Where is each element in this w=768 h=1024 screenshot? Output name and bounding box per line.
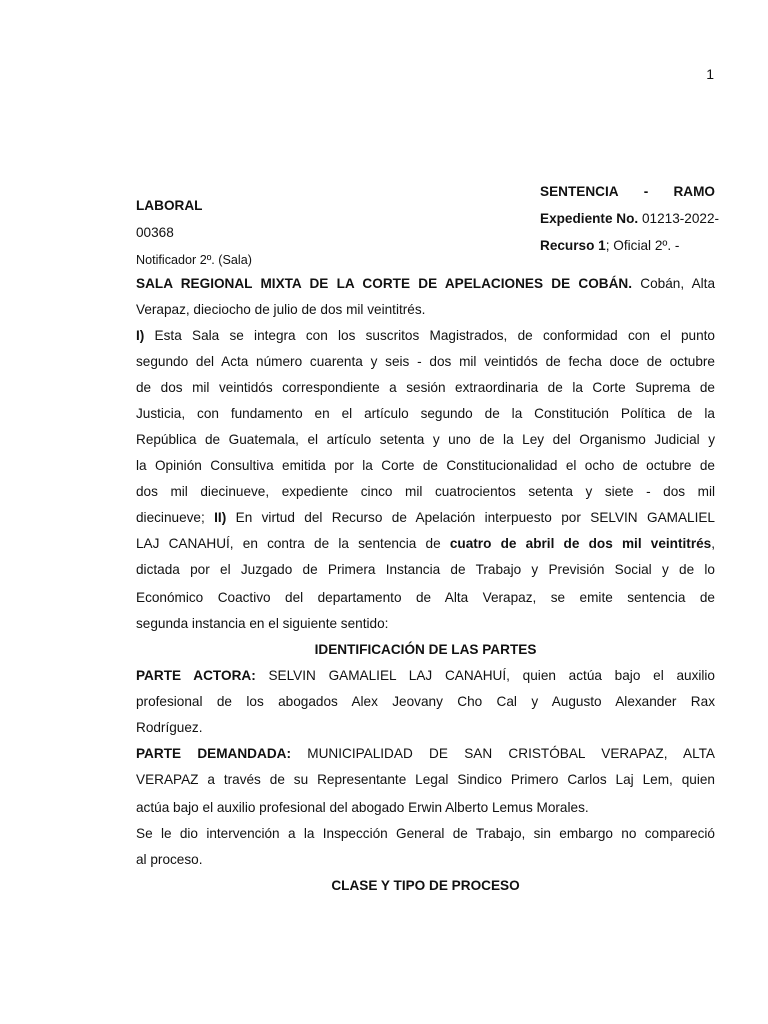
demandada-line-1: MUNICIPALIDAD DE SAN CRISTÓBAL VERAPAZ, ALTA — [290, 746, 715, 761]
body-line-11 — [136, 536, 715, 552]
header-expediente-suffix: 00368 — [136, 225, 174, 240]
p2-line-9a: LAJ CANAHUÍ, en contra de la sentencia de — [136, 536, 450, 551]
body-line-1 — [136, 276, 715, 292]
header-notificador: Notificador 2º. (Sala) — [136, 253, 252, 267]
body-line-8: la Opinión Consultiva emitida por la Corte de Constitucionalidad el ocho de octubre de — [136, 458, 715, 473]
p2-line-9b: , — [711, 536, 716, 551]
body-line-actora-2: profesional de los abogados Alex Jeovany Cho Cal y Augusto Alexander Rax — [136, 694, 715, 709]
body-line-inspeccion-2: al proceso. — [136, 852, 203, 867]
recurso-label: Recurso 1 — [540, 238, 606, 253]
p2-line-1: Esta Sala se integra con los suscritos Magistrados, de conformidad con el punto — [144, 328, 715, 343]
court-name: SALA REGIONAL MIXTA DE LA CORTE DE APELACIONES DE COBÁN. — [136, 276, 633, 291]
body-line-6: Justicia, con fundamento en el artículo segundo de la Constitución Política de la — [136, 406, 715, 421]
body-line-demandada-1 — [136, 746, 715, 762]
roman-two: II) — [214, 510, 227, 525]
page-number: 1 — [706, 66, 714, 82]
body-line-14: segunda instancia en el siguiente sentido: — [136, 616, 389, 631]
body-line-actora-3: Rodríguez. — [136, 720, 203, 735]
header-ramo: RAMO — [673, 184, 715, 199]
body-line-13: Económico Coactivo del departamento de Alta Verapaz, se emite sentencia de — [136, 590, 715, 605]
heading-identificacion: IDENTIFICACIÓN DE LAS PARTES — [314, 642, 537, 657]
header-dash: - — [643, 184, 649, 199]
body-line-5: de dos mil veintidós correspondiente a sesión extraordinaria de la Corte Suprema de — [136, 380, 715, 395]
body-line-3 — [136, 328, 715, 344]
body-line-4: segundo del Acta número cuarenta y seis - dos mil veintidós de fecha doce de octubre — [136, 354, 715, 369]
body-line-demandada-3: actúa bajo el auxilio profesional del abogado Erwin Alberto Lemus Morales. — [136, 800, 589, 815]
body-line-inspeccion-1: Se le dio intervención a la Inspección General de Trabajo, sin embargo no compareció — [136, 826, 715, 841]
p2-line-8b: En virtud del Recurso de Apelación interpuesto por SELVIN GAMALIEL — [226, 510, 715, 525]
expediente-value: 01213-2022- — [638, 211, 720, 226]
recurso-value: ; Oficial 2º. - — [605, 238, 680, 253]
body-line-demandada-2: VERAPAZ a través de su Representante Legal Sindico Primero Carlos Laj Lem, quien — [136, 772, 715, 787]
body-line-12: dictada por el Juzgado de Primera Instancia de Trabajo y Previsión Social y de lo — [136, 562, 715, 577]
sentence-date: cuatro de abril de dos mil veintitrés — [449, 536, 712, 551]
body-line-actora-1 — [136, 668, 715, 684]
heading-clase-tipo: CLASE Y TIPO DE PROCESO — [331, 878, 520, 893]
actora-line-1: SELVIN GAMALIEL LAJ CANAHUÍ, quien actúa bajo el auxilio — [255, 668, 715, 683]
expediente-label: Expediente No. — [540, 211, 639, 226]
city-text: Cobán, Alta — [632, 276, 716, 291]
p2-line-8a: diecinueve; — [136, 510, 215, 525]
body-line-7: República de Guatemala, el artículo setenta y uno de la Ley del Organismo Judicial y — [136, 432, 715, 447]
header-sentencia: SENTENCIA — [540, 184, 619, 199]
body-line-2: Verapaz, dieciocho de julio de dos mil veintitrés. — [136, 302, 426, 317]
roman-one: I) — [136, 328, 145, 343]
actora-label: PARTE ACTORA: — [136, 668, 256, 683]
body-line-9: dos mil diecinueve, expediente cinco mil cuatrocientos setenta y siete - dos mil — [136, 484, 715, 499]
header-laboral: LABORAL — [136, 198, 203, 213]
body-line-10 — [136, 510, 715, 526]
demandada-label: PARTE DEMANDADA: — [136, 746, 291, 761]
